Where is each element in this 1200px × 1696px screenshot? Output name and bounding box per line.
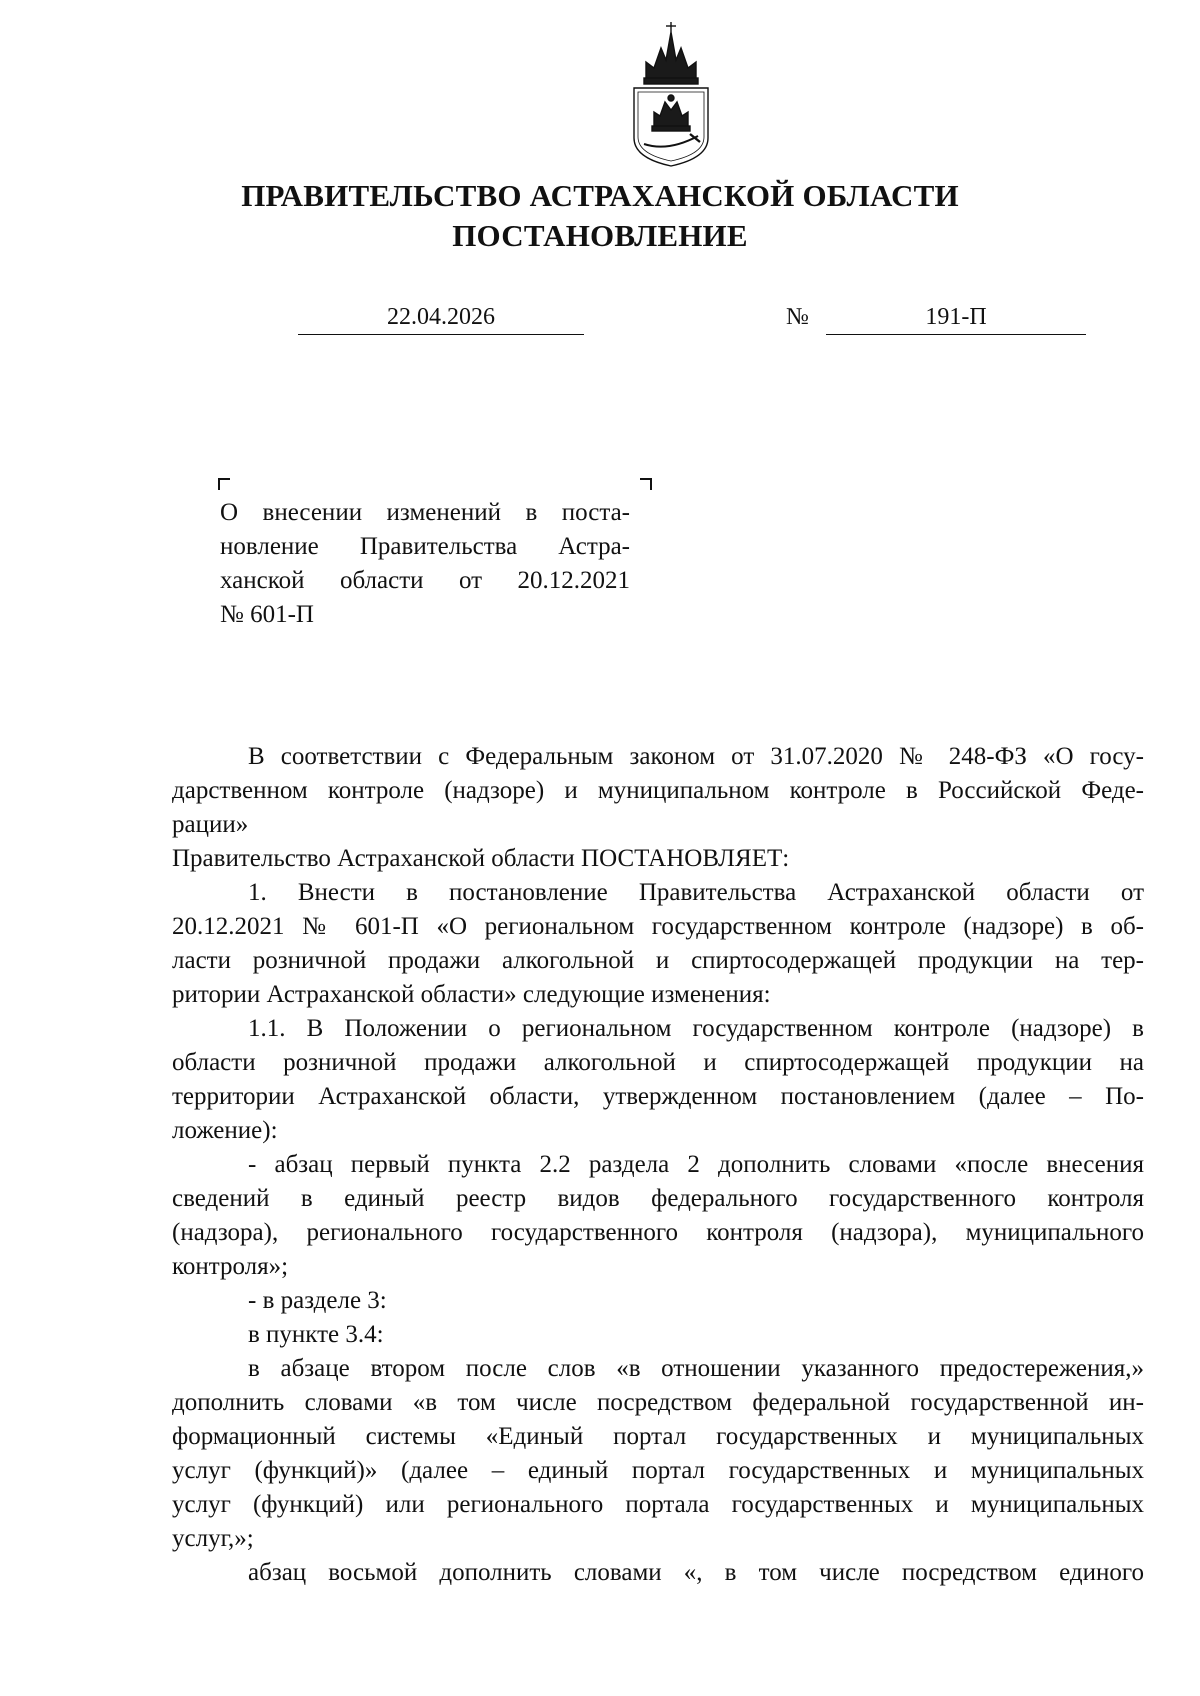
body-line: Правительство Астраханской области ПОСТАНОВЛЯЕТ: xyxy=(172,845,790,872)
body-line: ласти розничной продажи алкогольной и спиртосодержащей продукции на тер- xyxy=(172,947,1144,974)
number-sign: № xyxy=(786,304,809,330)
subject-corner-right xyxy=(640,478,652,490)
body-line: в абзаце втором после слов «в отношении указанного предостережения,» xyxy=(248,1355,1144,1382)
subject-line: ханской области от 20.12.2021 xyxy=(220,567,630,594)
body-line: сведений в единый реестр видов федерального государственного контроля xyxy=(172,1185,1144,1212)
body-line: территории Астраханской области, утвержденном постановлением (далее – По- xyxy=(172,1083,1144,1110)
document-type-title: ПОСТАНОВЛЕНИЕ xyxy=(452,218,748,253)
body-line: услуг (функций)» (далее – единый портал государственных и муниципальных xyxy=(172,1457,1144,1484)
subject-line: № 601-П xyxy=(220,601,314,628)
body-line: ложение): xyxy=(172,1117,278,1144)
document-body xyxy=(172,740,1144,1590)
subject-corner-left xyxy=(218,478,230,490)
document-number: 191-П xyxy=(826,302,1086,335)
body-line: контроля»; xyxy=(172,1253,289,1280)
body-line: 1.1. В Положении о региональном государственном контроле (надзоре) в xyxy=(248,1015,1144,1042)
body-line: В соответствии с Федеральным законом от 31.07.2020 № 248-ФЗ «О госу- xyxy=(248,743,1144,770)
body-line: в пункте 3.4: xyxy=(248,1321,384,1348)
body-line: области розничной продажи алкогольной и спиртосодержащей продукции на xyxy=(172,1049,1144,1076)
body-line: (надзора), регионального государственного контроля (надзора), муниципального xyxy=(172,1219,1144,1246)
body-line: ритории Астраханской области» следующие изменения: xyxy=(172,981,771,1008)
document-date: 22.04.2026 xyxy=(298,302,584,335)
document-subject xyxy=(220,496,630,632)
body-line: - абзац первый пункта 2.2 раздела 2 дополнить словами «после внесения xyxy=(248,1151,1144,1178)
body-line: формационный системы «Единый портал государственных и муниципальных xyxy=(172,1423,1144,1450)
body-line: рации» xyxy=(172,811,249,838)
subject-line: О внесении изменений в поста- xyxy=(220,499,630,526)
body-line: - в разделе 3: xyxy=(248,1287,387,1314)
body-line: услуг (функций) или регионального портала государственных и муниципальных xyxy=(172,1491,1144,1518)
body-line: абзац восьмой дополнить словами «, в том числе посредством единого xyxy=(248,1559,1144,1586)
body-line: дарственном контроле (надзоре) и муниципальном контроле в Российской Феде- xyxy=(172,777,1144,804)
body-line: 20.12.2021 № 601-П «О региональном государственном контроле (надзоре) в об- xyxy=(172,913,1144,940)
body-line: услуг,»; xyxy=(172,1525,254,1552)
body-line: дополнить словами «в том числе посредством федеральной государственной ин- xyxy=(172,1389,1144,1416)
government-title: ПРАВИТЕЛЬСТВО АСТРАХАНСКОЙ ОБЛАСТИ xyxy=(241,178,959,213)
astrakhan-coat-of-arms xyxy=(628,18,714,168)
body-line: 1. Внести в постановление Правительства Астраханской области от xyxy=(248,879,1144,906)
subject-line: новление Правительства Астра- xyxy=(220,533,630,560)
